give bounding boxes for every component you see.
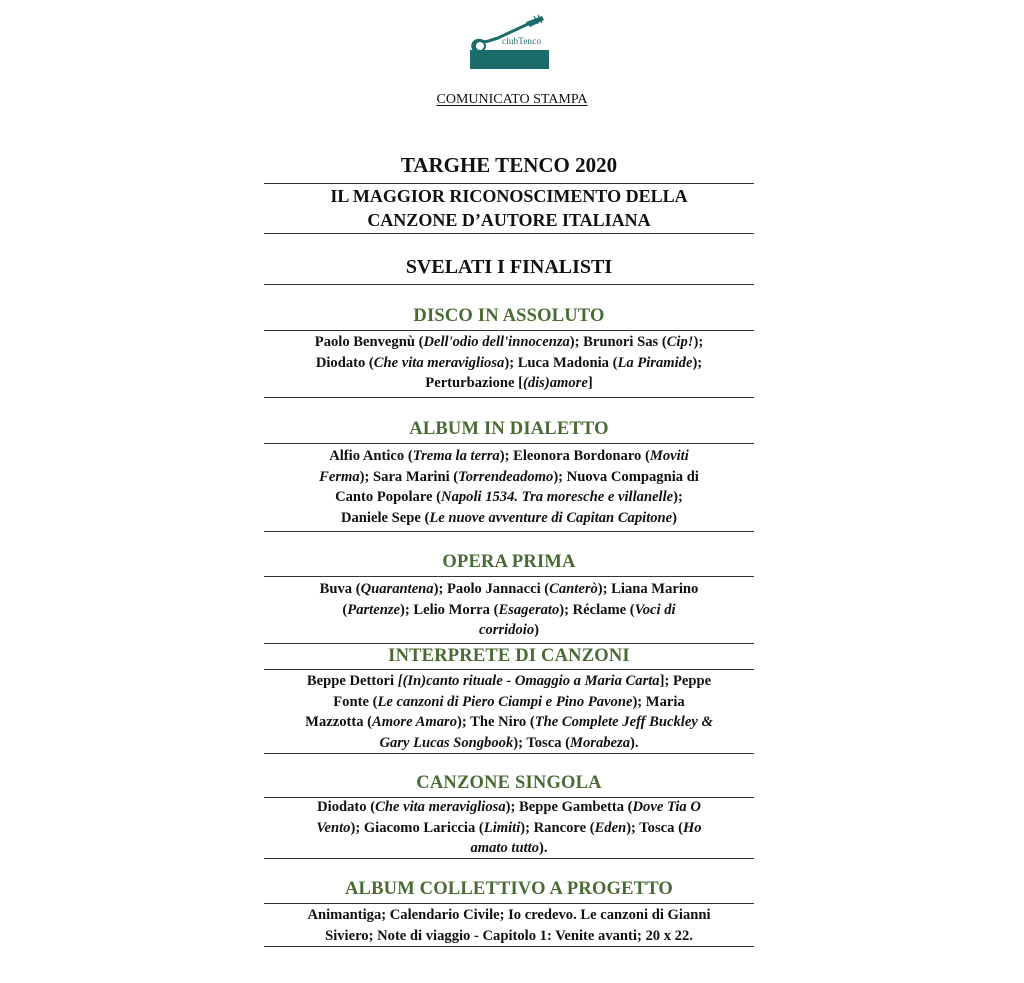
announcement-heading: SVELATI I FINALISTI bbox=[405, 256, 613, 278]
divider bbox=[264, 531, 754, 532]
artist-text: ). bbox=[630, 734, 639, 751]
work-title: Moviti bbox=[649, 448, 689, 464]
work-title: Che vita meravigliosa bbox=[375, 799, 506, 815]
work-title: Eden bbox=[594, 819, 627, 836]
work-title: Voci di bbox=[634, 601, 676, 618]
work-title: Limiti bbox=[483, 819, 521, 836]
artist-text: ); The Niro ( bbox=[457, 714, 535, 730]
section-body bbox=[264, 905, 754, 946]
work-title: Morabeza bbox=[570, 734, 631, 751]
section-line bbox=[264, 467, 754, 488]
work-title: corridoio bbox=[478, 622, 535, 638]
club-tenco-logo bbox=[468, 14, 550, 70]
section-body bbox=[264, 332, 754, 394]
artist-text: Beppe Dettori bbox=[306, 673, 398, 689]
artist-text: ); Sara Marini ( bbox=[359, 468, 459, 485]
section-heading: OPERA PRIMA bbox=[442, 552, 576, 572]
section-line bbox=[264, 818, 754, 839]
section-line bbox=[264, 671, 754, 692]
section-line bbox=[264, 797, 754, 818]
page-title: TARGHE TENCO 2020 bbox=[400, 153, 618, 177]
artist-text: ); Réclame ( bbox=[559, 601, 635, 618]
logo-bar bbox=[470, 50, 549, 69]
section-line bbox=[264, 926, 754, 947]
work-title: Le nuove avventure di Capitan Capitone bbox=[429, 509, 673, 526]
divider bbox=[264, 858, 754, 859]
work-title: Che vita meravigliosa bbox=[373, 354, 505, 371]
artist-text: ( bbox=[342, 601, 348, 618]
divider bbox=[264, 903, 754, 904]
section-body bbox=[264, 579, 754, 641]
artist-text: ) bbox=[672, 509, 678, 526]
work-title: Trema la terra bbox=[412, 448, 500, 464]
section-body bbox=[264, 671, 754, 753]
work-title: amato tutto bbox=[470, 840, 539, 856]
work-title: Cip! bbox=[666, 334, 694, 350]
artist-text: ); Lelio Morra ( bbox=[399, 601, 499, 618]
artist-text: Paolo Benvegnù ( bbox=[314, 334, 424, 350]
divider bbox=[264, 397, 754, 398]
artist-text: Mazzotta ( bbox=[305, 714, 373, 730]
subtitle bbox=[264, 184, 754, 232]
artist-text: Diodato ( bbox=[315, 354, 374, 371]
artist-text: Buva ( bbox=[319, 581, 361, 597]
work-title: Amore Amaro bbox=[372, 714, 458, 730]
press-release-label: COMUNICATO STAMPA bbox=[436, 92, 588, 107]
section-line bbox=[264, 332, 754, 353]
logo-text: clubTenco bbox=[502, 36, 542, 46]
divider bbox=[264, 669, 754, 670]
section-line bbox=[264, 353, 754, 374]
work-title: Dove Tia O bbox=[632, 799, 701, 815]
artist-text: ); Brunori Sas ( bbox=[569, 334, 667, 350]
artist-text: ); Luca Madonia ( bbox=[504, 354, 618, 371]
section-body bbox=[264, 797, 754, 859]
section-heading: ALBUM COLLETTIVO A PROGETTO bbox=[345, 879, 673, 899]
section-heading: ALBUM IN DIALETTO bbox=[409, 419, 609, 439]
divider bbox=[264, 284, 754, 285]
divider bbox=[264, 233, 754, 234]
work-title: Napoli 1534. Tra moresche e villanelle bbox=[441, 489, 674, 505]
section-line bbox=[264, 712, 754, 733]
artist-text: Daniele Sepe ( bbox=[340, 509, 430, 526]
section-line bbox=[264, 838, 754, 859]
work-title: Torrendeadomo bbox=[458, 468, 554, 485]
subtitle-line: CANZONE D’AUTORE ITALIANA bbox=[367, 210, 651, 230]
work-title: [(In)canto rituale - Omaggio a Maria Carta bbox=[397, 673, 660, 689]
artist-text: ); Nuova Compagnia di bbox=[553, 468, 699, 485]
section-line bbox=[264, 620, 754, 641]
artist-text: ); Rancore ( bbox=[520, 819, 595, 836]
divider bbox=[264, 946, 754, 947]
artist-text: Fonte ( bbox=[333, 693, 378, 710]
section-heading: CANZONE SINGOLA bbox=[416, 773, 602, 793]
artist-text: Canto Popolare ( bbox=[335, 489, 442, 505]
divider bbox=[264, 643, 754, 644]
artist-text: Alfio Antico ( bbox=[329, 448, 413, 464]
divider bbox=[264, 576, 754, 577]
section-line bbox=[264, 373, 754, 394]
artist-text: ); bbox=[673, 489, 683, 505]
work-title: The Complete Jeff Buckley & bbox=[534, 714, 713, 730]
work-title: Le canzoni di Piero Ciampi e Pino Pavone bbox=[377, 693, 633, 710]
work-title: Ho bbox=[682, 819, 702, 836]
section-line bbox=[264, 905, 754, 926]
work-title: Ferma bbox=[319, 468, 360, 485]
artist-text: ); Eleonora Bordonaro ( bbox=[499, 448, 650, 464]
artist-text: ) bbox=[534, 622, 539, 638]
artist-text: ); Liana Marino bbox=[597, 581, 699, 597]
section-line bbox=[264, 446, 754, 467]
work-title: Partenze bbox=[347, 601, 400, 618]
work-title: La Piramide bbox=[617, 354, 693, 371]
divider bbox=[264, 753, 754, 754]
section-line bbox=[264, 733, 754, 754]
artist-text: ); Tosca ( bbox=[626, 819, 683, 836]
artist-text: ); Beppe Gambetta ( bbox=[505, 799, 633, 815]
artist-text: Diodato ( bbox=[317, 799, 376, 815]
artist-text: ); bbox=[692, 354, 703, 371]
divider bbox=[264, 330, 754, 331]
work-title: Esagerato bbox=[498, 601, 560, 618]
work-title: Canterò bbox=[549, 581, 598, 597]
subtitle-line: IL MAGGIOR RICONOSCIMENTO DELLA bbox=[330, 186, 688, 206]
work-title: Vento bbox=[316, 819, 351, 836]
section-line bbox=[264, 692, 754, 713]
artist-text: ]; Peppe bbox=[659, 673, 712, 689]
work-title: Gary Lucas Songbook bbox=[379, 734, 514, 751]
section-heading: DISCO IN ASSOLUTO bbox=[413, 306, 605, 326]
guitar-logo-icon bbox=[468, 14, 550, 54]
artist-text: Perturbazione [ bbox=[425, 375, 523, 391]
artist-text: ); Tosca ( bbox=[513, 734, 571, 751]
section-body bbox=[264, 446, 754, 528]
artist-text: ); Giacomo Lariccia ( bbox=[350, 819, 484, 836]
work-title: (dis)amore bbox=[522, 375, 588, 391]
divider bbox=[264, 443, 754, 444]
section-line bbox=[264, 508, 754, 529]
section-line bbox=[264, 579, 754, 600]
work-title: Quarantena bbox=[360, 581, 434, 597]
section-line bbox=[264, 487, 754, 508]
section-line bbox=[264, 600, 754, 621]
artist-text: Siviero; Note di viaggio - Capitolo 1: Venite avanti; 20 x 22. bbox=[325, 927, 693, 944]
artist-text: ); Paolo Jannacci ( bbox=[433, 581, 550, 597]
artist-text: ); bbox=[693, 334, 704, 350]
artist-text: ). bbox=[539, 840, 548, 856]
section-heading: INTERPRETE DI CANZONI bbox=[388, 646, 630, 666]
work-title: Dell'odio dell'innocenza bbox=[423, 334, 570, 350]
artist-text: ); Maria bbox=[632, 693, 685, 710]
artist-text: ] bbox=[587, 375, 593, 391]
artist-text: Animantiga; Calendario Civile; Io credevo. Le canzoni di Gianni bbox=[307, 907, 711, 923]
